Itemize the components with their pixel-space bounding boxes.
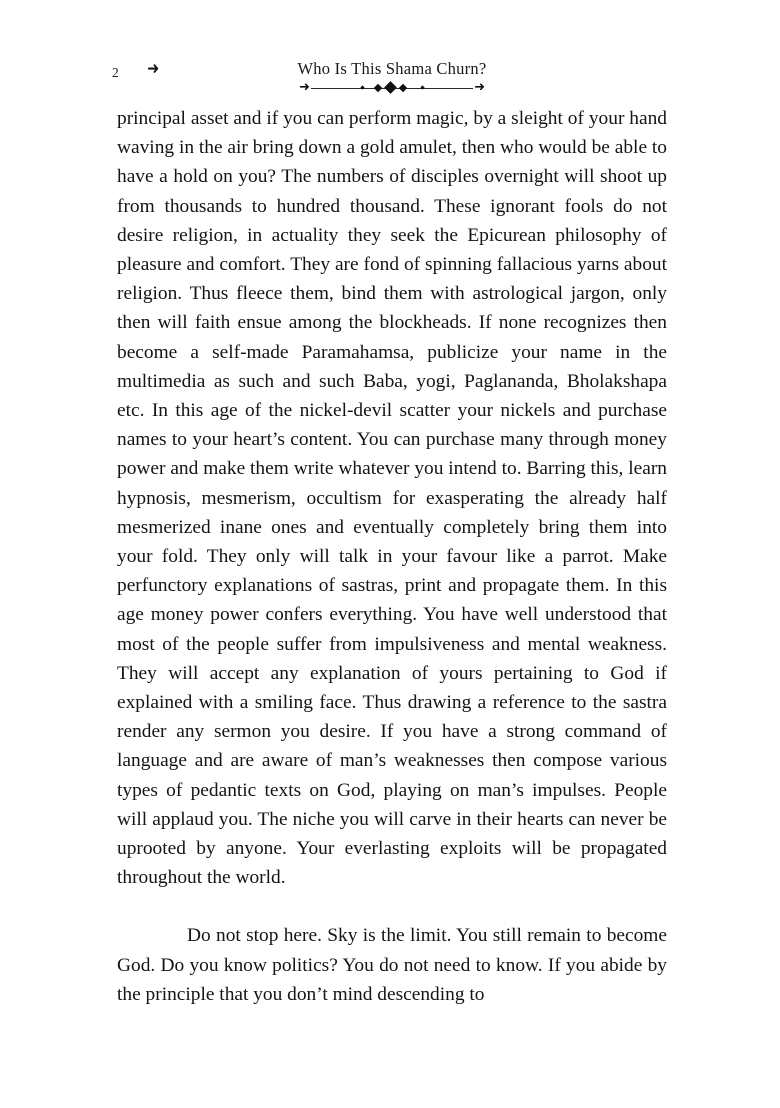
running-head-title: Who Is This Shama Churn? [297,59,487,78]
running-header [112,60,672,100]
body-paragraph: Do not stop here. Sky is the limit. You still remain to become God. Do you know politics? You do not need to know. If you abide by the principle that you don’t mind descending to [117,925,667,1005]
left-arrow-flourish-icon: ➜ [147,59,160,79]
body-paragraph: principal asset and if you can perform magic, by a sleight of your hand waving in the air bring down a gold amulet, then who would be able to have a hold on you? The numbers of disciples overnight will shoot up from thousands to hundred thousand. These ignorant fools do not desire religion, in actuality they seek the Epicurean philosophy of pleasure and comfort. They are fond of spinning fallacious yarns about religion. Thus fleece them, bind them with astrological jargon, only then will faith ensue among the blockheads. If none recognizes then become a self-made Paramahamsa, publicize your name in the multimedia as such and such Baba, yogi, Paglananda, Bholakshapa etc. In this age of the nickel-devil scatter your nickels and purchase names to your heart’s content. You can purchase many through money power and make them write whatever you intend to. Barring this, learn hypnosis, mesmerism, occultism for exasperating the already half mesmerized inane ones and eventually completely bring them into your fold. They only will talk in your favour like a parrot. Make perfunctory explanations of sastras, print and propagate them. In this age money power confers everything. You have well understood that most of the people suffer from impulsiveness and mental weakness. They will accept any explanation of yours pertaining to God if explained with a smiling face. Thus drawing a reference to the sastra render any sermon you desire. If you have a strong command of language and are aware of man’s weaknesses then compose various types of pedantic texts on God, playing on man’s impulses. People will applaud you. The niche you will carve in their hearts can never be uprooted by anyone. Your everlasting exploits will be propagated throughout the world. [117,108,667,889]
ornament-diamond-icon [384,82,397,95]
ornament-diamond-icon [374,84,382,92]
body-text-block [117,104,667,1009]
ornament-left-arrow-icon: ➜ [299,79,310,95]
page-number: 2 [112,65,120,80]
ornament-dot-icon [420,86,424,90]
ornament-right-arrow-icon: ➜ [474,79,485,95]
ornament-dot-icon [360,86,364,90]
header-ornament [299,79,485,96]
ornament-diamond-icon [399,84,407,92]
header-center-group [112,60,672,96]
